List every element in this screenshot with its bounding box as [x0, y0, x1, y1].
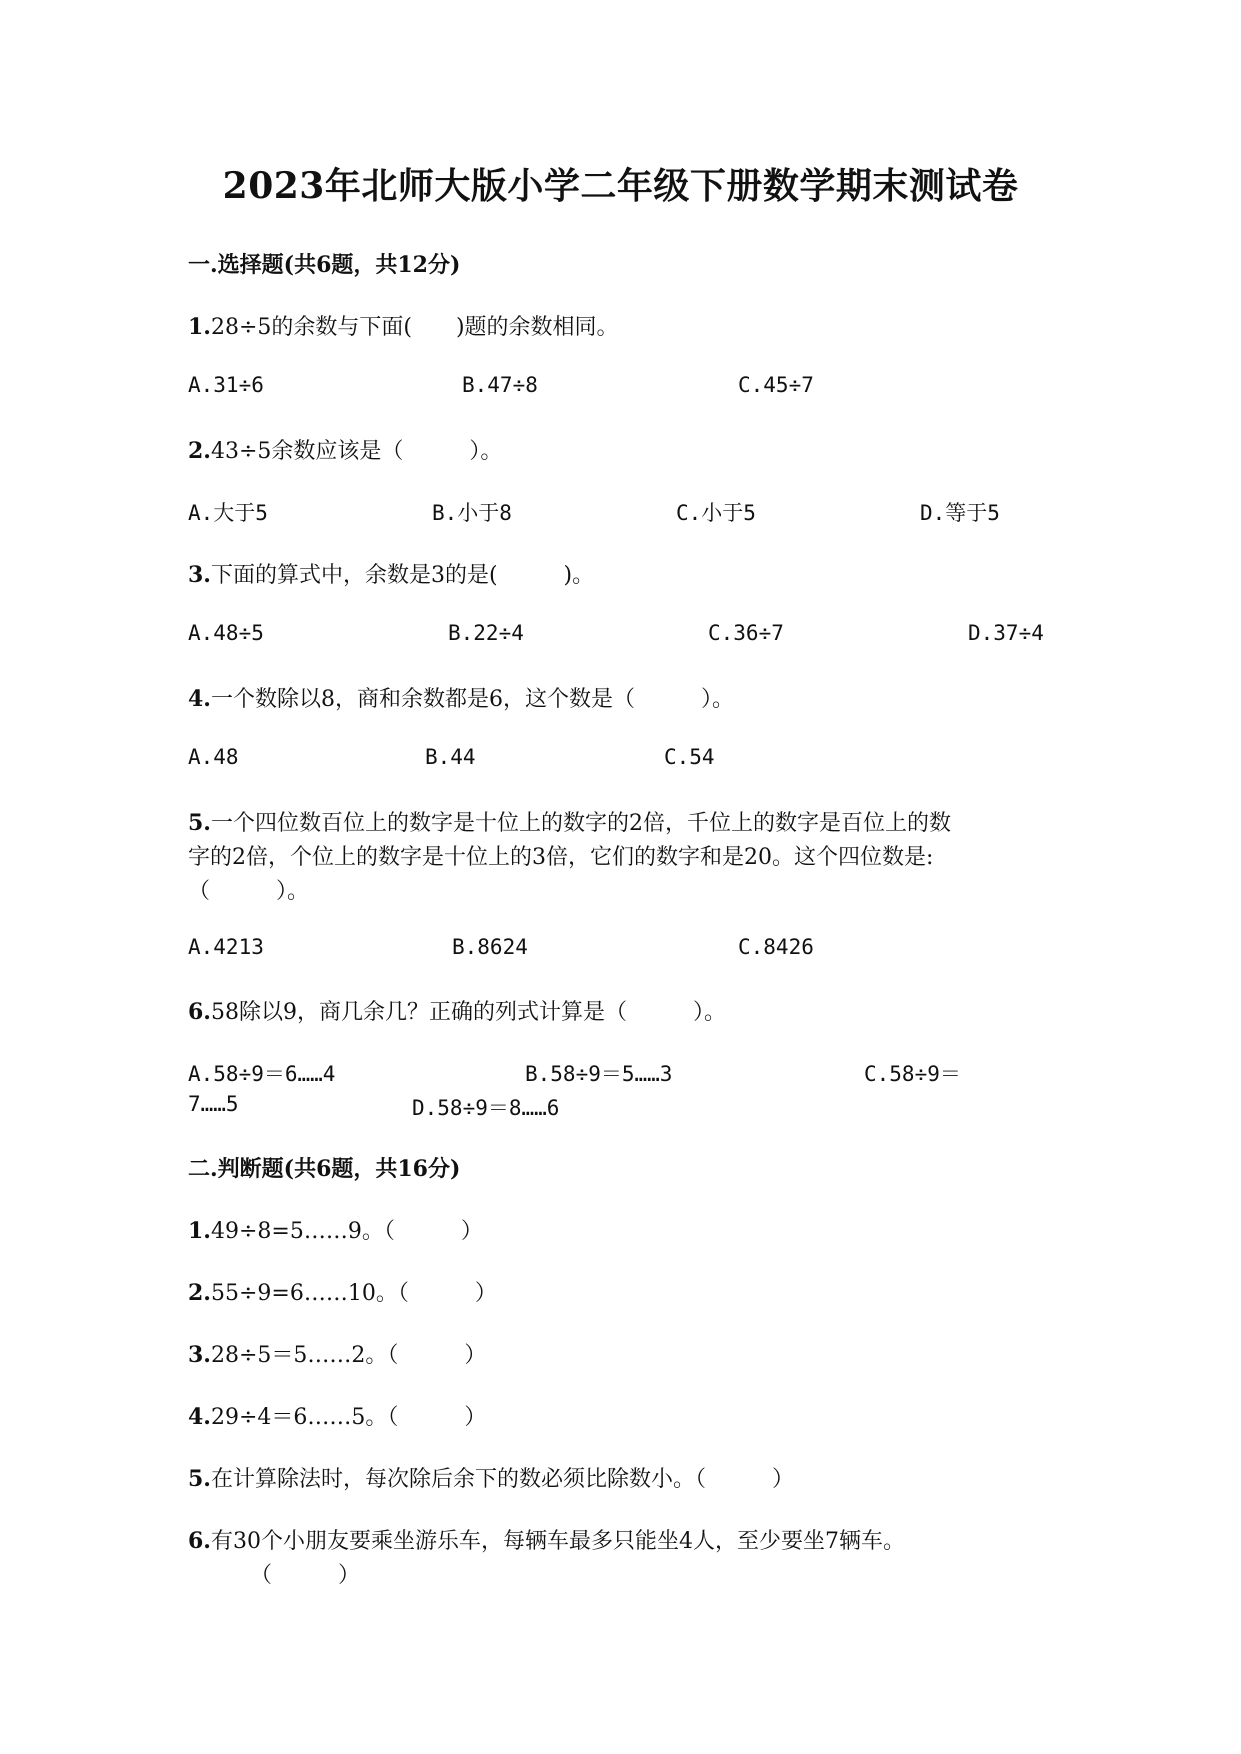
- question-text-line-2: 字的2倍，个位上的数字是十位上的3倍，它们的数字和是20。这个四位数是:: [188, 845, 934, 870]
- judgment-6: [188, 1524, 905, 1555]
- question-number: 3.: [188, 562, 211, 588]
- question-text: 49÷8=5……9。（ ）: [210, 1219, 483, 1244]
- option-b: B.22÷4: [448, 621, 524, 645]
- judgment-4: [188, 1400, 486, 1431]
- judgment-1: [188, 1214, 483, 1245]
- option-c: C.8426: [738, 935, 814, 959]
- question-text: 29÷4＝6……5。（ ）: [210, 1405, 487, 1430]
- question-number: 4.: [188, 1404, 211, 1430]
- option-c-continued: 7……5: [188, 1092, 239, 1116]
- judgment-2: [188, 1276, 497, 1307]
- question-3: [188, 558, 594, 589]
- option-b: B.44: [425, 745, 476, 769]
- question-5: [188, 806, 951, 837]
- question-text: 43÷5余数应该是（ ）。: [210, 439, 503, 464]
- option-b: B.小于8: [432, 501, 512, 525]
- question-number: 3.: [188, 1342, 211, 1368]
- option-b: B.8624: [452, 935, 528, 959]
- question-4: [188, 682, 734, 713]
- question-text: 在计算除法时，每次除后余下的数必须比除数小。（ ）: [210, 1467, 794, 1492]
- question-text: 下面的算式中，余数是3的是( )。: [210, 563, 595, 588]
- question-number: 2.: [188, 1280, 211, 1306]
- question-text-line-3: （ ）。: [188, 879, 310, 904]
- question-number: 5.: [188, 810, 211, 836]
- option-a: A.大于5: [188, 501, 268, 525]
- question-number: 5.: [188, 1466, 211, 1492]
- question-number: 2.: [188, 438, 211, 464]
- question-text: 有30个小朋友要乘坐游乐车，每辆车最多只能坐4人，至少要坐7辆车。: [210, 1529, 905, 1554]
- judgment-5: [188, 1462, 794, 1493]
- question-1: [188, 310, 619, 341]
- option-b: B.58÷9＝5……3: [525, 1062, 673, 1086]
- section-heading-judgment: 二.判断题(共6题，共16分): [188, 1156, 461, 1182]
- page-title: 2023年北师大版小学二年级下册数学期末测试卷: [222, 165, 1019, 207]
- option-c: C.36÷7: [708, 621, 784, 645]
- question-number: 4.: [188, 686, 211, 712]
- section-heading-choice: 一.选择题(共6题，共12分): [188, 252, 461, 278]
- option-c: C.58÷9＝: [864, 1062, 961, 1086]
- option-a: A.58÷9＝6……4: [188, 1062, 336, 1086]
- option-b: B.47÷8: [462, 373, 538, 397]
- question-number: 1.: [188, 1218, 211, 1244]
- question-6: [188, 995, 726, 1026]
- option-c: C.54: [664, 745, 715, 769]
- question-number: 6.: [188, 999, 211, 1025]
- option-a: A.4213: [188, 935, 264, 959]
- question-text: 28÷5＝5……2。（ ）: [210, 1343, 487, 1368]
- question-text: 55÷9=6……10。（ ）: [210, 1281, 497, 1306]
- question-text: 58除以9，商几余几？正确的列式计算是（ ）。: [210, 1000, 726, 1025]
- option-a: A.48: [188, 745, 239, 769]
- option-d: D.37÷4: [968, 621, 1044, 645]
- answer-parentheses: （ ）: [250, 1563, 361, 1588]
- option-a: A.31÷6: [188, 373, 264, 397]
- option-c: C.小于5: [676, 501, 756, 525]
- question-text: 一个数除以8，商和余数都是6，这个数是（ ）。: [210, 687, 734, 712]
- option-d: D.58÷9＝8……6: [412, 1096, 560, 1120]
- judgment-3: [188, 1338, 486, 1369]
- question-text: 28÷5的余数与下面( )题的余数相同。: [210, 315, 619, 340]
- question-number: 6.: [188, 1528, 211, 1554]
- question-number: 1.: [188, 314, 211, 340]
- option-c: C.45÷7: [738, 373, 814, 397]
- question-2: [188, 434, 502, 465]
- option-a: A.48÷5: [188, 621, 264, 645]
- question-text-line-1: 一个四位数百位上的数字是十位上的数字的2倍，千位上的数字是百位上的数: [210, 811, 951, 836]
- option-d: D.等于5: [920, 501, 1000, 525]
